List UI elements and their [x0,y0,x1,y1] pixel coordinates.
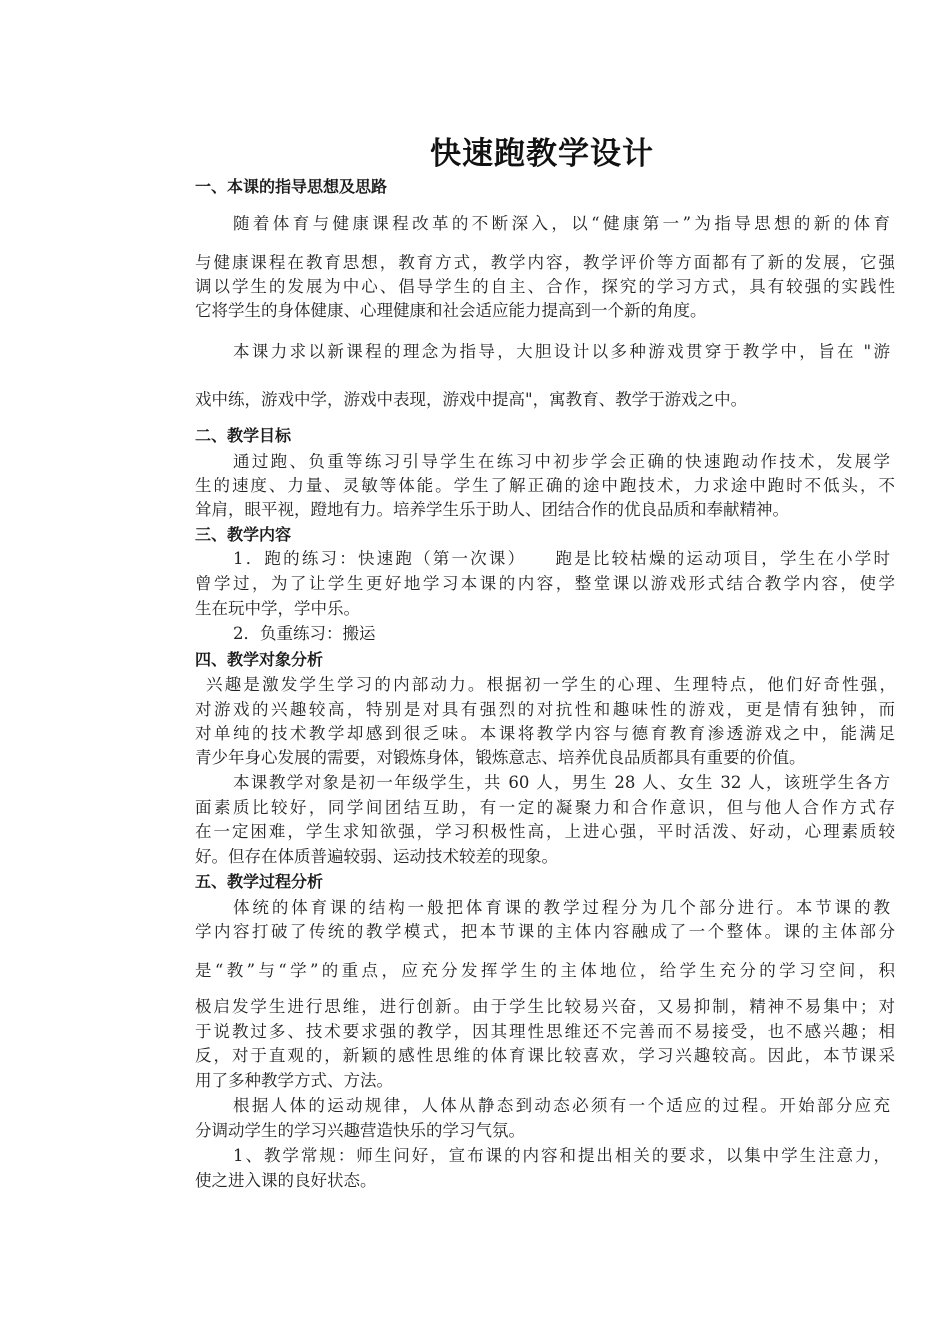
paragraph-line: 本课教学对象是初一年级学生，共 60 人，男生 28 人、女生 32 人，该班学生各方 [233,773,890,792]
paragraph-line: 好。但存在体质普遍较弱、运动技术较差的现象。 [195,847,558,866]
paragraph-line: 对单纯的技术教学却感到很乏味。本课将教学内容与德育教育渗透游戏之中，能满足 [195,724,895,743]
paragraph-line: 2．负重练习：搬运 [233,624,376,643]
paragraph-line: 兴趣是激发学生学习的内部动力。根据初一学生的心理、生理特点，他们好奇性强， [206,675,896,694]
section-heading-content: 三、教学内容 [195,525,292,544]
paragraph-line: 戏中练，游戏中学，游戏中表现，游戏中提高"，寓教育、教学于游戏之中。 [195,390,748,409]
paragraph-line: 它将学生的身体健康、心理健康和社会适应能力提高到一个新的角度。 [195,301,707,320]
paragraph-line: 耸肩，眼平视，蹬地有力。培养学生乐于助人、团结合作的优良品质和奉献精神。 [195,500,789,519]
section-heading-guiding-ideas: 一、本课的指导思想及思路 [195,177,388,196]
section-heading-learner-analysis: 四、教学对象分析 [195,650,324,669]
section-heading-process-analysis: 五、教学过程分析 [195,872,324,891]
paragraph-line: 与健康课程在教育思想，教育方式，教学内容，教学评价等方面都有了新的发展，它强 [195,253,895,272]
page-title: 快速跑教学设计 [430,136,654,172]
paragraph-line: 通过跑、负重等练习引导学生在练习中初步学会正确的快速跑动作技术，发展学 [233,452,890,471]
paragraph-line: 曾学过，为了让学生更好地学习本课的内容，整堂课以游戏形式结合教学内容，使学 [195,574,895,593]
paragraph-line: 是“教”与“学”的重点，应充分发挥学生的主体地位，给学生充分的学习空间，积 [195,961,895,980]
paragraph-line: 面素质比较好，同学间团结互助，有一定的凝聚力和合作意识，但与他人合作方式存 [195,798,895,817]
paragraph-line: 反，对于直观的，新颖的感性思维的体育课比较喜欢，学习兴趣较高。因此，本节课采 [195,1046,895,1065]
paragraph-line: 1．跑的练习：快速跑（第一次课） 跑是比较枯燥的运动项目，学生在小学时 [233,549,890,568]
paragraph-line: 青少年身心发展的需要，对锻炼身体，锻炼意志、培养优良品质都具有重要的价值。 [195,748,806,767]
paragraph-line: 根据人体的运动规律，人体从静态到动态必须有一个适应的过程。开始部分应充 [233,1096,890,1115]
paragraph-line: 随着体育与健康课程改革的不断深入，以“健康第一”为指导思想的新的体育 [233,214,890,233]
paragraph-line: 极启发学生进行思维，进行创新。由于学生比较易兴奋，又易抑制，精神不易集中；对 [195,997,895,1016]
paragraph-line: 调以学生的发展为中心、倡导学生的自主、合作，探究的学习方式，具有较强的实践性 [195,277,895,296]
paragraph-line: 使之进入课的良好状态。 [195,1171,377,1190]
paragraph-line: 生在玩中学，学中乐。 [195,599,360,618]
paragraph-line: 生的速度、力量、灵敏等体能。学生了解正确的途中跑技术，力求途中跑时不低头，不 [195,476,895,495]
paragraph-line: 体统的体育课的结构一般把体育课的教学过程分为几个部分进行。本节课的教 [233,898,890,917]
paragraph-line: 1、教学常规：师生问好，宣布课的内容和提出相关的要求，以集中学生注意力， [233,1146,890,1165]
paragraph-line: 在一定困难，学生求知欲强，学习积极性高，上进心强，平时活泼、好动，心理素质较 [195,822,895,841]
section-heading-objectives: 二、教学目标 [195,426,292,445]
paragraph-line: 分调动学生的学习兴趣营造快乐的学习气氛。 [195,1121,525,1140]
paragraph-line: 学内容打破了传统的教学模式，把本节课的主体内容融成了一个整体。课的主体部分 [195,922,895,941]
paragraph-line: 本课力求以新课程的理念为指导，大胆设计以多种游戏贯穿于教学中，旨在 "游 [233,342,890,361]
paragraph-line: 用了多种教学方式、方法。 [195,1071,393,1090]
paragraph-line: 对游戏的兴趣较高，特别是对具有强烈的对抗性和趣味性的游戏，更是情有独钟，而 [195,700,895,719]
paragraph-line: 于说教过多、技术要求强的教学，因其理性思维还不完善而不易接受，也不感兴趣；相 [195,1022,895,1041]
